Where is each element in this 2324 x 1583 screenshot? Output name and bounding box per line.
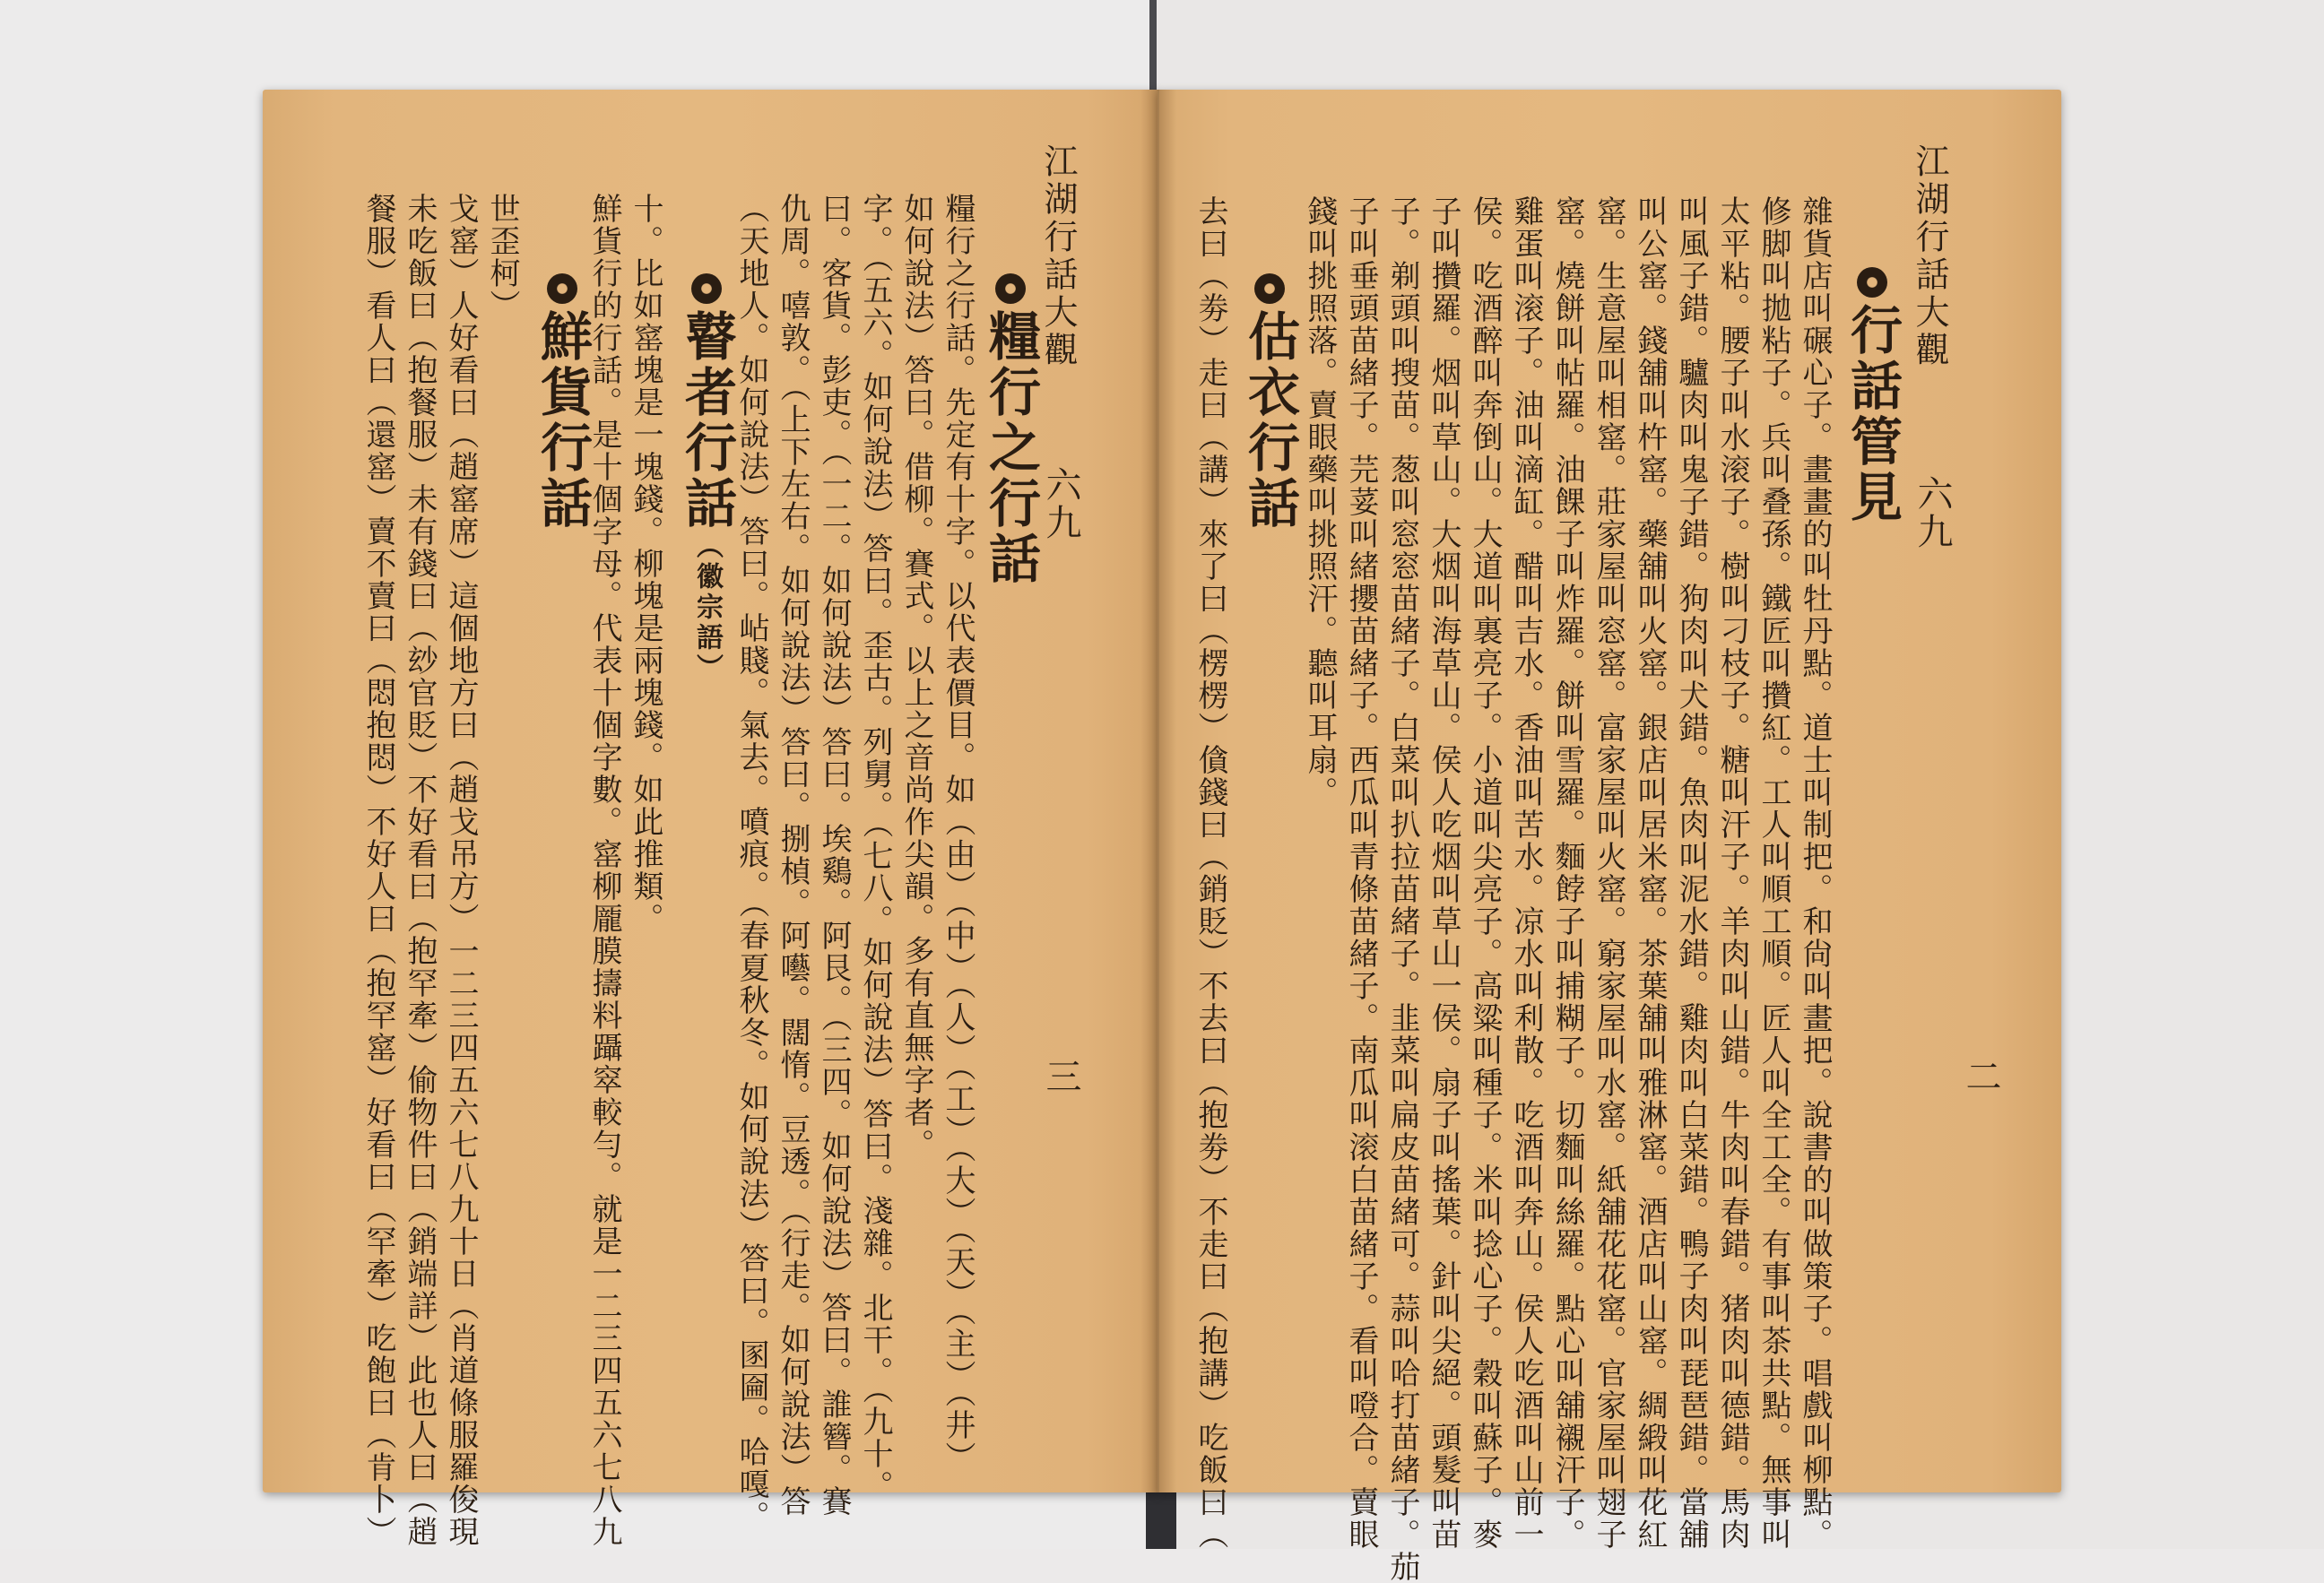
- text-line: 餐服）看人曰（還窰）賣不賣曰（悶抱悶）不好人曰（抱罕窰）好看曰（罕牽）吃飽曰（肯卜）: [360, 193, 396, 1548]
- text-line: 太平粘。腰子叫水滚子。樹叫刁枝子。糖叫汗子。羊肉叫山錯。牛肉叫春錯。猪肉叫德錯。馬肉: [1714, 195, 1750, 1551]
- heading-text: 鮮貨行話: [532, 309, 593, 532]
- text-line: 十。比如窰塊是一塊錢。柳塊是兩塊錢。如此推類。: [628, 193, 663, 935]
- text-line: 世歪柯）: [484, 193, 520, 322]
- section-heading-clothing: [1239, 273, 1300, 532]
- heading-text: 估衣行話: [1239, 309, 1300, 532]
- heading-text: 瞽者行話: [676, 309, 737, 532]
- side-number: 二: [1960, 1058, 2001, 1095]
- section-heading-fresh: [532, 273, 593, 532]
- text-line: 曰。客貨。彭吏。（一二。如何說法）答曰。埃鷄。阿艮。（三四。如何說法）答曰。誰簪。賽: [816, 193, 852, 1518]
- text-line: 子叫垂頭苗緒子。芫荽叫緒攖苗緒子。西瓜叫青條苗緒子。南瓜叫滚白苗緒子。看叫噔合。賣眼: [1343, 195, 1379, 1551]
- text-line: 窰。燒餅叫帖羅。油餜子叫炸羅。餅叫雪羅。麵餑子叫捕糊子。切麵叫絲羅。點心叫舖襯汗子。: [1549, 195, 1585, 1551]
- page-number: 六九: [1040, 466, 1081, 541]
- text-line: 去曰（劵）走曰（講）來了曰（楞楞）僋錢曰（銷貶）不去曰（抱劵）不走曰（抱講）吃飯曰（: [1192, 195, 1228, 1551]
- section-heading-grain: [980, 273, 1041, 587]
- bullet-icon: [1254, 273, 1285, 304]
- text-line: 修脚叫拋粘子。兵叫叠孫。鐵匠叫攢紅。工人叫順工順。匠人叫全工全。有事叫茶共點。無事叫: [1756, 195, 1791, 1551]
- text-line: 雞蛋叫滚子。油叫滴缸。醋叫吉水。香油叫苦水。凉水叫利散。吃酒叫奔山。侯人吃酒叫山前一: [1508, 195, 1544, 1551]
- text-line: 未吃飯曰（抱餐服）未有錢曰（玅官貶）不好看曰（抱罕牽）偷物件曰（銷端詳）此也人曰（趙: [402, 193, 438, 1548]
- section-heading-blind: [676, 273, 737, 684]
- page-number: 六九: [1912, 475, 1953, 550]
- right-page: [1158, 90, 2061, 1583]
- text-line: 子叫攢羅。烟叫草山。大烟叫海草山。侯人吃烟叫草山一侯。扇子叫搖葉。針叫尖絕。頭髮叫苗: [1426, 195, 1461, 1551]
- text-line: 叫風子錯。驢肉叫鬼子錯。狗肉叫犬錯。魚肉叫泥水錯。雞肉叫白菜錯。鴨子肉叫琵琶錯。當舖: [1673, 195, 1709, 1551]
- text-line: 如何說法）答曰。借柳。賽式。以上之音尚作尖韻。多有直無字者。: [898, 193, 934, 1161]
- bullet-icon: [995, 273, 1026, 304]
- text-line: 窰。生意屋叫相窰。莊家屋叫窓窰。富家屋叫火窰。窮家屋叫水窰。紙舖花花窰。官家屋叫翅子: [1591, 195, 1626, 1551]
- text-line: 錢叫挑照落。賣眼藥叫挑照汗。聽叫耳扇。: [1302, 195, 1338, 809]
- text-line: 雜貨店叫碾心子。畫畫的叫牡丹點。道士叫制把。和尙叫畫把。說書的叫做策子。唱戲叫柳點。: [1797, 195, 1833, 1551]
- text-line: 字。（五六。如何說法）答曰。歪古。列舅。（七八。如何說法）答曰。淺雜。北干。（九十。: [857, 193, 893, 1502]
- page-gutter: [1140, 90, 1176, 1492]
- heading-text: 糧行之行話: [980, 309, 1041, 587]
- heading-subtitle: （徽宗語）: [691, 532, 723, 684]
- text-line: 鮮貨行的行話。是十個字母。代表十個字數。窰柳龎膜擣料躡窣較勻。就是一二三四五六七八九: [586, 193, 622, 1548]
- running-title: 江湖行話大觀: [1910, 143, 1949, 369]
- running-title: 江湖行話大觀: [1038, 143, 1078, 369]
- bullet-icon: [1857, 267, 1887, 298]
- footer-number: 三: [1040, 1058, 1081, 1095]
- text-line: 糧行之行話。先定有十字。以代表價目。如（由）（中）（人）（工）（大）（天）（主）（井）: [940, 193, 976, 1474]
- text-line: 叫公窰。錢舖叫杵窰。藥舖叫火窰。銀店叫居米窰。茶葉舖叫雅淋窰。酒店叫山窰。綢緞叫花紅: [1632, 195, 1668, 1551]
- text-line: 子。剃頭叫搜苗。葱叫窓窓苗緒子。白菜叫扒拉苗緒子。韭菜叫扁皮苗緒可。蒜叫哈打苗緒子。茄: [1384, 195, 1420, 1583]
- text-line: （天地人。如何說法）答曰。岾賤。氣去。噴痕。（春夏秋冬。如何說法）答曰。圂圇。哈嘎。: [733, 193, 769, 1533]
- bullet-icon: [547, 273, 577, 304]
- text-line: 戈窰）人好看曰（趙窰席）這個地方曰（趙戈吊方）一二三四五六七八九十日（肖道條服羅俊現: [443, 193, 479, 1548]
- heading-text: 行話管見: [1842, 303, 1903, 525]
- section-heading-view: [1842, 267, 1903, 525]
- text-line: 仇周。嘻敦。（上下左右。如何說法）答曰。捌楨。阿囈。闊惰。豆透。（行走。如何說法）答: [775, 193, 811, 1518]
- left-page: [263, 90, 1158, 1548]
- bullet-icon: [691, 273, 722, 304]
- text-line: 侯。吃酒醉叫奔倒山。大道叫裏亮子。小道叫尖亮子。高粱叫種子。米叫捻心子。穀叫蘇子。麥: [1467, 195, 1503, 1551]
